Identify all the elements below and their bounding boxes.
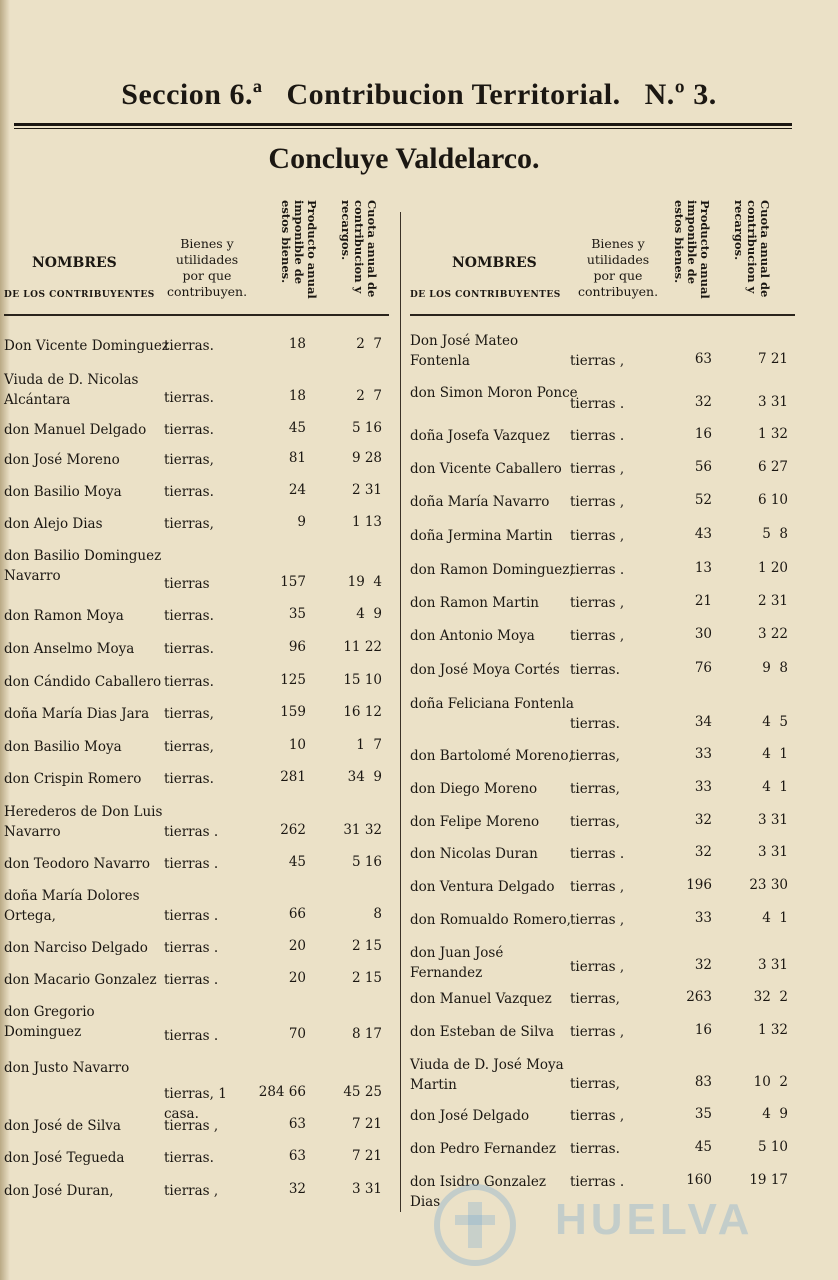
col-header-nombres-sub: DE LOS CONTRIBUYENTES bbox=[4, 290, 155, 300]
contributor-name: don José Moreno bbox=[4, 452, 120, 468]
contributor-name: don Basilio Moya bbox=[4, 484, 122, 500]
table-row bbox=[4, 666, 399, 698]
bienes-cell: tierras. bbox=[164, 338, 214, 354]
table-row bbox=[410, 486, 805, 520]
bienes-cell: tierras. bbox=[570, 716, 620, 732]
contributor-name: don Juan José Fernandez bbox=[410, 945, 504, 981]
cuota-cell: 1 20 bbox=[757, 560, 788, 576]
contributor-name: doña Jermina Martin bbox=[410, 528, 553, 544]
col-header-nombres: NOMBRES bbox=[452, 255, 537, 271]
contributor-name: don Nicolas Duran bbox=[410, 846, 538, 862]
col-header-bienes: Bienes y utilidades por que contribuyen. bbox=[166, 236, 248, 299]
col-header-cuota: Cuota anual de contribucion y recargos. bbox=[732, 200, 772, 298]
cuota-cell: 8 bbox=[373, 906, 382, 922]
cuota-cell: 5 16 bbox=[351, 420, 382, 436]
bienes-cell: tierras . bbox=[164, 940, 219, 956]
bienes-cell: tierras . bbox=[570, 562, 625, 578]
bienes-cell: tierras. bbox=[570, 662, 620, 678]
contributor-name: Viuda de D. Nicolas Alcántara bbox=[4, 372, 139, 408]
bienes-cell: tierras, bbox=[570, 781, 620, 797]
table-row bbox=[410, 520, 805, 554]
bienes-cell: tierras, bbox=[164, 516, 214, 532]
contributor-name: don José Moya Cortés bbox=[410, 662, 560, 678]
table-row bbox=[4, 364, 399, 414]
contributor-name: don Isidro Gonzalez Dias bbox=[410, 1174, 547, 1210]
table-row bbox=[410, 773, 805, 806]
table-row bbox=[4, 508, 399, 540]
table-row bbox=[410, 325, 805, 377]
archive-seal-icon bbox=[430, 1180, 530, 1270]
page-header bbox=[0, 78, 838, 112]
cuota-cell: 1 32 bbox=[757, 1022, 788, 1038]
producto-cell: 10 bbox=[288, 737, 306, 753]
cuota-cell: 2 15 bbox=[351, 970, 382, 986]
cuota-cell: 3 31 bbox=[351, 1181, 382, 1197]
producto-cell: 45 bbox=[694, 1139, 712, 1155]
bienes-cell: tierras. bbox=[164, 390, 214, 406]
left-table bbox=[4, 190, 399, 1220]
contributor-name: don Ramon Martin bbox=[410, 595, 539, 611]
table-row bbox=[4, 633, 399, 666]
producto-cell: 43 bbox=[694, 526, 712, 542]
producto-cell: 33 bbox=[694, 779, 712, 795]
contributor-name: don José de Silva bbox=[4, 1118, 121, 1134]
producto-cell: 262 bbox=[280, 822, 306, 838]
bienes-cell: tierras. bbox=[570, 1141, 620, 1157]
contributor-name: don Macario Gonzalez bbox=[4, 972, 157, 988]
cuota-cell: 16 12 bbox=[343, 704, 382, 720]
table-header-rule bbox=[410, 314, 795, 316]
table-row bbox=[4, 600, 399, 633]
bienes-cell: tierras. bbox=[164, 641, 214, 657]
bienes-cell: tierras. bbox=[164, 1150, 214, 1166]
contributor-name: Viuda de D. José Moya Martin bbox=[410, 1057, 564, 1093]
header-rule-thin bbox=[14, 128, 792, 129]
cuota-cell: 3 31 bbox=[757, 812, 788, 828]
table-row bbox=[4, 476, 399, 508]
cuota-cell: 7 21 bbox=[757, 351, 788, 367]
contributor-name: don Basilio Moya bbox=[4, 739, 122, 755]
bienes-cell: tierras , bbox=[164, 1183, 219, 1199]
producto-cell: 63 bbox=[288, 1148, 306, 1164]
bienes-cell: tierras . bbox=[570, 846, 625, 862]
table-row bbox=[4, 932, 399, 964]
bienes-cell: tierras , bbox=[570, 353, 625, 369]
contributor-name: don Ventura Delgado bbox=[410, 879, 555, 895]
cuota-cell: 4 9 bbox=[356, 606, 382, 622]
table-row bbox=[4, 848, 399, 880]
producto-cell: 35 bbox=[288, 606, 306, 622]
cuota-cell: 5 16 bbox=[351, 854, 382, 870]
bienes-cell: tierras. bbox=[164, 484, 214, 500]
cuota-cell: 4 1 bbox=[762, 746, 788, 762]
bienes-cell: tierras , bbox=[570, 959, 625, 975]
producto-cell: 159 bbox=[280, 704, 306, 720]
contributor-name: don Diego Moreno bbox=[410, 781, 538, 797]
producto-cell: 18 bbox=[288, 336, 306, 352]
cuota-cell: 34 9 bbox=[347, 769, 382, 785]
bienes-cell: tierras . bbox=[570, 428, 625, 444]
cuota-cell: 1 32 bbox=[757, 426, 788, 442]
producto-cell: 21 bbox=[694, 593, 712, 609]
table-row bbox=[410, 937, 805, 983]
producto-cell: 20 bbox=[288, 970, 306, 986]
contributor-name: doña María Dias Jara bbox=[4, 706, 150, 722]
table-row bbox=[410, 587, 805, 620]
cuota-cell: 2 15 bbox=[351, 938, 382, 954]
bienes-cell: tierras . bbox=[164, 856, 219, 872]
contributor-name: don Anselmo Moya bbox=[4, 641, 135, 657]
table-row bbox=[410, 1016, 805, 1049]
contributor-name: Don José Mateo Fontenla bbox=[410, 333, 519, 369]
producto-cell: 70 bbox=[288, 1026, 306, 1042]
cuota-cell: 45 25 bbox=[343, 1084, 382, 1100]
cuota-cell: 32 2 bbox=[753, 989, 788, 1005]
contributor-name: don Romualdo Romero, bbox=[410, 912, 571, 928]
table-row bbox=[410, 620, 805, 654]
table-row bbox=[4, 763, 399, 796]
bienes-cell: tierras , bbox=[570, 528, 625, 544]
bienes-cell: tierras. bbox=[164, 771, 214, 787]
table-row bbox=[410, 904, 805, 937]
cuota-cell: 3 31 bbox=[757, 844, 788, 860]
table-row bbox=[410, 688, 805, 740]
cuota-cell: 4 1 bbox=[762, 910, 788, 926]
table-row bbox=[4, 1052, 399, 1122]
table-row bbox=[4, 731, 399, 763]
bienes-cell: tierras , bbox=[570, 1108, 625, 1124]
contributor-name: don Justo Navarro bbox=[4, 1060, 130, 1076]
cuota-cell: 2 7 bbox=[356, 336, 382, 352]
bienes-cell: tierras. bbox=[164, 422, 214, 438]
bienes-cell: tierras . bbox=[570, 1174, 625, 1190]
section-label: Seccion 6.ª bbox=[121, 78, 263, 111]
table-row bbox=[410, 554, 805, 587]
bienes-cell: tierras . bbox=[164, 908, 219, 924]
table-row bbox=[410, 983, 805, 1016]
table-row bbox=[410, 377, 805, 420]
col-header-producto: Producto anual imponible de estos bienes. bbox=[279, 200, 319, 299]
bienes-cell: tierras, 1 casa. bbox=[164, 1086, 227, 1122]
contributor-name: don Bartolomé Moreno, bbox=[410, 748, 573, 764]
table-row bbox=[4, 698, 399, 731]
col-header-bienes: Bienes y utilidades por que contribuyen. bbox=[577, 236, 659, 299]
table-row bbox=[410, 1133, 805, 1166]
cuota-cell: 6 10 bbox=[757, 492, 788, 508]
cuota-cell: 23 30 bbox=[749, 877, 788, 893]
producto-cell: 30 bbox=[694, 626, 712, 642]
header-title: Contribucion Territorial. bbox=[286, 78, 621, 111]
producto-cell: 76 bbox=[694, 660, 712, 676]
col-header-nombres: NOMBRES bbox=[32, 255, 117, 271]
table-row bbox=[4, 1110, 399, 1142]
contributor-name: don Manuel Delgado bbox=[4, 422, 147, 438]
bienes-cell: tierras. bbox=[164, 674, 214, 690]
cuota-cell: 3 31 bbox=[757, 957, 788, 973]
cuota-cell: 4 1 bbox=[762, 779, 788, 795]
producto-cell: 16 bbox=[694, 426, 712, 442]
producto-cell: 52 bbox=[694, 492, 712, 508]
producto-cell: 125 bbox=[280, 672, 306, 688]
bienes-cell: tierras , bbox=[570, 912, 625, 928]
producto-cell: 33 bbox=[694, 746, 712, 762]
producto-cell: 56 bbox=[694, 459, 712, 475]
cuota-cell: 7 21 bbox=[351, 1116, 382, 1132]
bienes-cell: tierras, bbox=[164, 706, 214, 722]
bienes-cell: tierras, bbox=[164, 452, 214, 468]
table-row bbox=[410, 740, 805, 773]
table-row bbox=[410, 871, 805, 904]
producto-cell: 32 bbox=[694, 394, 712, 410]
bienes-cell: tierras , bbox=[164, 1118, 219, 1134]
bienes-cell: tierras. bbox=[164, 608, 214, 624]
col-header-cuota: Cuota anual de contribucion y recargos. bbox=[339, 200, 379, 298]
contributor-name: don Ramon Dominguez, bbox=[410, 562, 574, 578]
table-row bbox=[4, 444, 399, 476]
table-row bbox=[4, 414, 399, 444]
contributor-name: don Simon Moron Ponce bbox=[410, 385, 578, 401]
bienes-cell: tierras, bbox=[164, 739, 214, 755]
contributor-name: don Teodoro Navarro bbox=[4, 856, 151, 872]
cuota-cell: 10 2 bbox=[753, 1074, 788, 1090]
table-row bbox=[410, 838, 805, 871]
header-number: N.º 3. bbox=[644, 78, 717, 111]
contributor-name: doña Josefa Vazquez bbox=[410, 428, 550, 444]
bienes-cell: tierras , bbox=[570, 879, 625, 895]
contributor-name: don Crispin Romero bbox=[4, 771, 142, 787]
producto-cell: 32 bbox=[694, 957, 712, 973]
producto-cell: 18 bbox=[288, 388, 306, 404]
bienes-cell: tierras , bbox=[570, 595, 625, 611]
contributor-name: don José Duran, bbox=[4, 1183, 114, 1199]
producto-cell: 284 66 bbox=[258, 1084, 306, 1100]
producto-cell: 281 bbox=[280, 769, 306, 785]
table-header-rule bbox=[4, 314, 389, 316]
contributor-name: don Pedro Fernandez bbox=[410, 1141, 556, 1157]
producto-cell: 32 bbox=[694, 844, 712, 860]
contributor-name: don José Tegueda bbox=[4, 1150, 125, 1166]
archive-watermark: HUELVA bbox=[555, 1195, 754, 1244]
cuota-cell: 6 27 bbox=[757, 459, 788, 475]
contributor-name: don Basilio Dominguez Navarro bbox=[4, 548, 162, 584]
contributor-name: don Manuel Vazquez bbox=[410, 991, 552, 1007]
producto-cell: 263 bbox=[686, 989, 712, 1005]
producto-cell: 96 bbox=[288, 639, 306, 655]
cuota-cell: 31 32 bbox=[343, 822, 382, 838]
bienes-cell: tierras bbox=[164, 576, 210, 592]
table-row bbox=[4, 1142, 399, 1175]
producto-cell: 34 bbox=[694, 714, 712, 730]
contributor-name: doña María Navarro bbox=[410, 494, 550, 510]
producto-cell: 32 bbox=[288, 1181, 306, 1197]
cuota-cell: 8 17 bbox=[351, 1026, 382, 1042]
cuota-cell: 4 9 bbox=[762, 1106, 788, 1122]
producto-cell: 13 bbox=[694, 560, 712, 576]
contributor-name: don José Delgado bbox=[410, 1108, 530, 1124]
table-row bbox=[4, 330, 399, 364]
cuota-cell: 7 21 bbox=[351, 1148, 382, 1164]
bienes-cell: tierras , bbox=[570, 628, 625, 644]
producto-cell: 20 bbox=[288, 938, 306, 954]
cuota-cell: 1 13 bbox=[351, 514, 382, 530]
bienes-cell: tierras, bbox=[570, 748, 620, 764]
cuota-cell: 4 5 bbox=[762, 714, 788, 730]
producto-cell: 32 bbox=[694, 812, 712, 828]
contributor-name: don Esteban de Silva bbox=[410, 1024, 555, 1040]
page-subtitle: Concluye Valdelarco. bbox=[268, 142, 540, 175]
cuota-cell: 2 31 bbox=[351, 482, 382, 498]
cuota-cell: 3 31 bbox=[757, 394, 788, 410]
producto-cell: 35 bbox=[694, 1106, 712, 1122]
bienes-cell: tierras . bbox=[164, 972, 219, 988]
contributor-name: Herederos de Don Luis Navarro bbox=[4, 804, 163, 840]
producto-cell: 63 bbox=[288, 1116, 306, 1132]
table-row bbox=[410, 1100, 805, 1133]
contributor-name: don Alejo Dias bbox=[4, 516, 103, 532]
producto-cell: 9 bbox=[297, 514, 306, 530]
bienes-cell: tierras, bbox=[570, 814, 620, 830]
producto-cell: 33 bbox=[694, 910, 712, 926]
cuota-cell: 2 31 bbox=[757, 593, 788, 609]
producto-cell: 157 bbox=[280, 574, 306, 590]
bienes-cell: tierras , bbox=[570, 461, 625, 477]
producto-cell: 63 bbox=[694, 351, 712, 367]
cuota-cell: 19 4 bbox=[347, 574, 382, 590]
producto-cell: 45 bbox=[288, 854, 306, 870]
table-row bbox=[410, 806, 805, 838]
contributor-name: doña María Dolores Ortega, bbox=[4, 888, 140, 924]
bienes-cell: tierras, bbox=[570, 991, 620, 1007]
bienes-cell: tierras . bbox=[164, 1028, 219, 1044]
contributor-name: don Antonio Moya bbox=[410, 628, 535, 644]
contributor-name: Don Vicente Dominguez bbox=[4, 338, 169, 354]
contributor-name: don Ramon Moya bbox=[4, 608, 124, 624]
table-row bbox=[410, 654, 805, 688]
cuota-cell: 5 8 bbox=[762, 526, 788, 542]
bienes-cell: tierras , bbox=[570, 1024, 625, 1040]
contributor-name: don Narciso Delgado bbox=[4, 940, 148, 956]
producto-cell: 83 bbox=[694, 1074, 712, 1090]
bienes-cell: tierras . bbox=[570, 396, 625, 412]
producto-cell: 81 bbox=[288, 450, 306, 466]
table-row bbox=[4, 1175, 399, 1208]
cuota-cell: 19 17 bbox=[749, 1172, 788, 1188]
header-rule-thick bbox=[14, 123, 792, 126]
table-row bbox=[410, 420, 805, 453]
producto-cell: 196 bbox=[686, 877, 712, 893]
table-row bbox=[4, 540, 399, 600]
contributor-name: don Cándido Caballero bbox=[4, 674, 162, 690]
producto-cell: 16 bbox=[694, 1022, 712, 1038]
contributor-name: doña Feliciana Fontenla bbox=[410, 696, 574, 712]
table-row bbox=[4, 796, 399, 848]
table-row bbox=[4, 964, 399, 996]
cuota-cell: 11 22 bbox=[343, 639, 382, 655]
producto-cell: 66 bbox=[288, 906, 306, 922]
cuota-cell: 15 10 bbox=[343, 672, 382, 688]
cuota-cell: 5 10 bbox=[757, 1139, 788, 1155]
contributor-name: don Vicente Caballero bbox=[410, 461, 562, 477]
cuota-cell: 2 7 bbox=[356, 388, 382, 404]
cuota-cell: 1 7 bbox=[356, 737, 382, 753]
right-table bbox=[410, 190, 805, 1220]
col-header-producto: Producto anual imponible de estos bienes. bbox=[672, 200, 712, 299]
table-row bbox=[410, 1049, 805, 1100]
table-row bbox=[4, 996, 399, 1052]
table-row bbox=[4, 880, 399, 932]
producto-cell: 24 bbox=[288, 482, 306, 498]
producto-cell: 45 bbox=[288, 420, 306, 436]
bienes-cell: tierras , bbox=[570, 494, 625, 510]
cuota-cell: 9 8 bbox=[762, 660, 788, 676]
bienes-cell: tierras . bbox=[164, 824, 219, 840]
producto-cell: 160 bbox=[686, 1172, 712, 1188]
column-separator bbox=[400, 212, 401, 1212]
contributor-name: don Felipe Moreno bbox=[410, 814, 540, 830]
table-row bbox=[410, 453, 805, 486]
cuota-cell: 9 28 bbox=[351, 450, 382, 466]
bienes-cell: tierras, bbox=[570, 1076, 620, 1092]
cuota-cell: 3 22 bbox=[757, 626, 788, 642]
contributor-name: don Gregorio Dominguez bbox=[4, 1004, 95, 1040]
col-header-nombres-sub: DE LOS CONTRIBUYENTES bbox=[410, 290, 561, 300]
